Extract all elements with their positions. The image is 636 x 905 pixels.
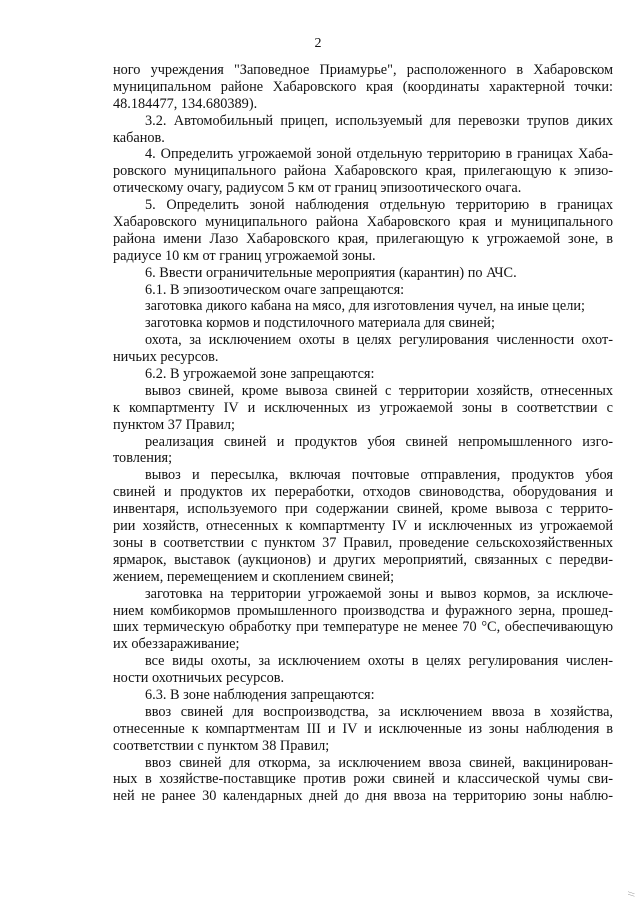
text-line: жением, перемещением и скоплением свиней; bbox=[113, 568, 395, 585]
text-line: ных в хозяйстве-поставщике против рожи свиней и классической чумы сви- bbox=[113, 771, 613, 788]
text-line: отнесенные к компартментам III и IV и исключенные из зоны наблюдения в bbox=[113, 720, 613, 737]
text-line: заготовка дикого кабана на мясо, для изготовления чучел, на иные цели; bbox=[145, 298, 586, 315]
scan-edge-mark: // bbox=[626, 891, 636, 897]
text-line: 4. Определить угрожаемой зоной отдельную территорию в границах Хаба- bbox=[145, 146, 613, 163]
text-line: ших термическую обработку при температуре не менее 70 °C, обеспечивающую bbox=[113, 619, 613, 636]
text-line: 6.3. В зоне наблюдения запрещаются: bbox=[145, 686, 375, 703]
text-line: соответствии с пунктом 38 Правил; bbox=[113, 737, 330, 754]
page-number: 2 bbox=[314, 36, 322, 51]
text-line: ярмарок, выставок (аукционов) и других мероприятий, связанных с передви- bbox=[113, 551, 613, 568]
text-line: ного учреждения "Заповедное Приамурье", расположенного в Хабаровском bbox=[113, 62, 613, 78]
text-line: ничьих ресурсов. bbox=[113, 349, 219, 366]
text-line: их обеззараживание; bbox=[113, 636, 240, 653]
text-line: охота, за исключением охоты в целях регулирования численности охот- bbox=[145, 332, 613, 349]
text-line: пунктом 37 Правил; bbox=[113, 416, 235, 433]
text-line: вывоз и пересылка, включая почтовые отправления, продуктов убоя bbox=[145, 467, 613, 484]
text-line: муниципальном районе Хабаровского края (координаты характерной точки: bbox=[113, 78, 613, 95]
text-line: инвентаря, используемого при содержании свиней, кроме вывоза с террито- bbox=[113, 501, 613, 518]
text-line: кабанов. bbox=[113, 129, 165, 146]
document-body bbox=[113, 62, 613, 805]
text-line: ввоз свиней для воспроизводства, за исключением ввоза в хозяйства, bbox=[145, 703, 613, 720]
text-line: ней не ранее 30 календарных дней до дня ввоза на территорию зоны наблю- bbox=[113, 788, 613, 805]
text-line: района имени Лазо Хабаровского края, прилегающую к угрожаемой зоне, в bbox=[113, 230, 613, 247]
text-line: заготовка на территории угрожаемой зоны и вывоз кормов, за исключе- bbox=[145, 585, 613, 602]
text-line: вывоз свиней, кроме вывоза свиней с территории хозяйств, отнесенных bbox=[145, 382, 613, 399]
text-line: 5. Определить зоной наблюдения отдельную территорию в границах bbox=[145, 197, 613, 214]
text-line: все виды охоты, за исключением охоты в целях регулирования числен- bbox=[145, 653, 613, 670]
text-line: ности охотничьих ресурсов. bbox=[113, 670, 285, 687]
text-line: Хабаровского муниципального района Хабаровского края и муниципального bbox=[113, 214, 613, 231]
text-line: 48.184477, 134.680389). bbox=[113, 95, 258, 112]
text-line: зоны в соответствии с пунктом 37 Правил, проведение сельскохозяйственных bbox=[113, 534, 613, 551]
text-line: 6. Ввести ограничительные мероприятия (карантин) по АЧС. bbox=[145, 264, 517, 281]
text-line: радиусе 10 км от границ угрожаемой зоны. bbox=[113, 247, 376, 264]
text-line: реализация свиней и продуктов убоя свиней непромышленного изго- bbox=[145, 433, 613, 450]
text-line: товления; bbox=[113, 450, 173, 467]
text-line: ввоз свиней для откорма, за исключением ввоза свиней, вакцинирован- bbox=[145, 754, 613, 771]
text-line: отическому очагу, радиусом 5 км от границ эпизоотического очага. bbox=[113, 180, 522, 197]
text-line: нием комбикормов промышленного производства и фуражного зерна, прошед- bbox=[113, 602, 613, 619]
text-line: заготовка кормов и подстилочного материала для свиней; bbox=[145, 315, 495, 332]
text-line: ровского муниципального района Хабаровского края, прилегающую к эпизо- bbox=[113, 163, 613, 180]
text-line: к компартменту IV и исключенных из угрожаемой зоны в соответствии с bbox=[113, 399, 613, 416]
text-line: свиней и продуктов их переработки, отходов свиноводства, оборудования и bbox=[113, 484, 613, 501]
text-line: 6.1. В эпизоотическом очаге запрещаются: bbox=[145, 281, 405, 298]
text-line: рии хозяйств, отнесенных к компартменту IV и исключенных из угрожаемой bbox=[113, 518, 613, 535]
text-line: 6.2. В угрожаемой зоне запрещаются: bbox=[145, 366, 375, 383]
text-line: 3.2. Автомобильный прицеп, используемый для перевозки трупов диких bbox=[145, 112, 613, 129]
